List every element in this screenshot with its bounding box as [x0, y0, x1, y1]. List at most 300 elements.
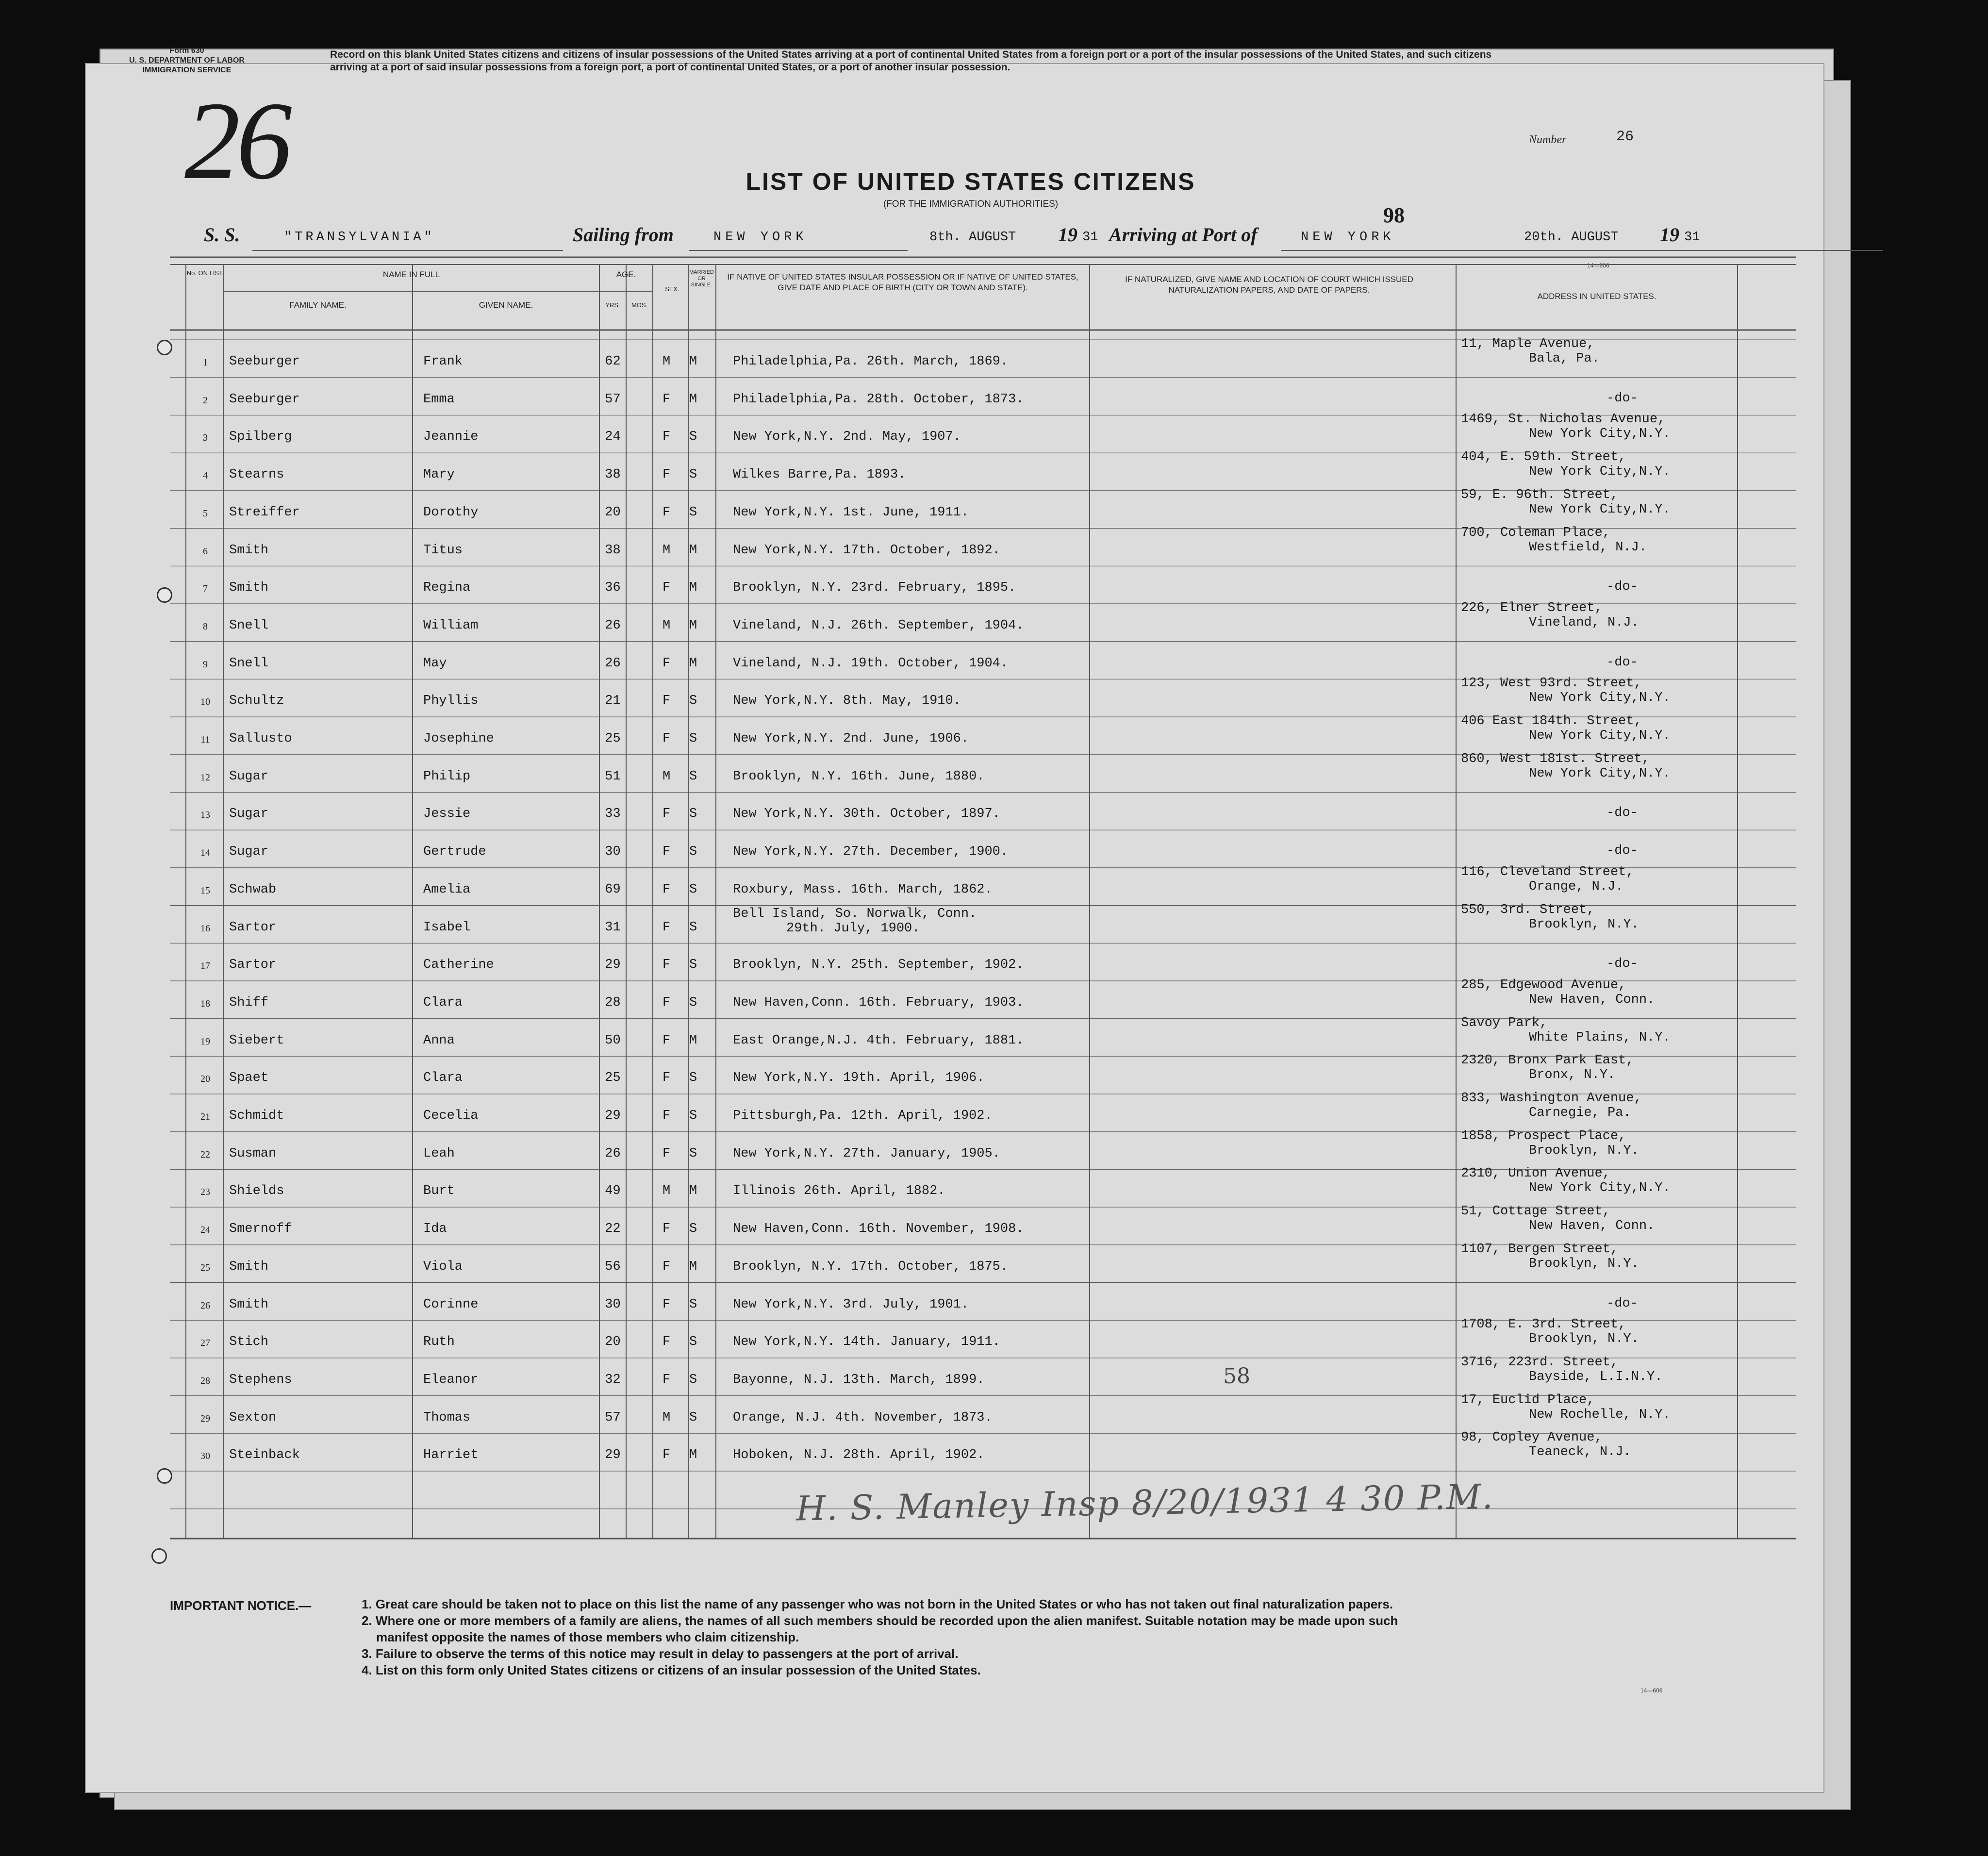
marital-status: S: [689, 731, 697, 746]
row-number: 10: [200, 696, 210, 708]
marital-status: S: [689, 1410, 697, 1425]
number-label: Number: [1529, 133, 1567, 146]
col-address: ADDRESS IN UNITED STATES.: [1537, 292, 1657, 301]
family-name: Stearns: [229, 467, 284, 482]
given-name: Catherine: [423, 958, 494, 973]
age-years: 32: [605, 1372, 621, 1387]
col-married-single: MARRIED OR SINGLE.: [689, 269, 714, 288]
sex: F: [663, 430, 671, 445]
family-name: Sugar: [229, 845, 269, 860]
marital-status: M: [689, 618, 697, 633]
form-id: Form 630: [169, 47, 204, 55]
notice-item-2: 2. Where one or more members of a family are aliens, the names of all such members should be recorded upon the alien manifest. Suitable notation may be made upon such: [362, 1613, 1398, 1628]
given-name: Leah: [423, 1146, 455, 1161]
address-line-1: 1708, E. 3rd. Street,: [1461, 1317, 1626, 1332]
given-name: Ruth: [423, 1335, 455, 1350]
arriving-year: 31: [1684, 230, 1700, 245]
sex: F: [663, 656, 671, 671]
sex: M: [663, 354, 671, 369]
row-number: 30: [200, 1451, 210, 1462]
birthplace: Brooklyn, N.Y. 23rd. February, 1895.: [733, 580, 1016, 596]
address-line-2: Westfield, N.J.: [1529, 540, 1647, 555]
address-line-2: New York City,N.Y.: [1529, 691, 1671, 706]
address-line-1: 17, Euclid Place,: [1461, 1392, 1595, 1408]
given-name: Jessie: [423, 807, 471, 822]
birthplace: New Haven,Conn. 16th. November, 1908.: [733, 1222, 1024, 1237]
marital-status: S: [689, 1071, 697, 1086]
marital-status: S: [689, 995, 697, 1010]
family-name: Seeburger: [229, 354, 300, 369]
given-name: Emma: [423, 392, 455, 407]
row-number: 12: [200, 772, 210, 783]
address-ditto: -do-: [1607, 580, 1638, 595]
address-line-1: 1107, Bergen Street,: [1461, 1242, 1619, 1257]
print-code-bottom: 14—606: [1640, 1687, 1663, 1694]
address-line-2: New York City,N.Y.: [1529, 464, 1671, 480]
row-number: 21: [200, 1111, 210, 1122]
family-name: Spilberg: [229, 430, 292, 445]
address-line-1: 1469, St. Nicholas Avenue,: [1461, 412, 1666, 427]
row-number: 19: [200, 1036, 210, 1047]
age-years: 26: [605, 1146, 621, 1161]
sex: M: [663, 769, 671, 784]
sailing-date: 8th. AUGUST: [929, 230, 1016, 245]
address-line-1: 1858, Prospect Place,: [1461, 1128, 1626, 1143]
marital-status: S: [689, 1335, 697, 1350]
address-line-1: 860, West 181st. Street,: [1461, 751, 1650, 766]
address-line-2: New York City,N.Y.: [1529, 502, 1671, 517]
given-name: Eleanor: [423, 1372, 479, 1387]
notice-item-4: 4. List on this form only United States citizens or citizens of an insular possession of the United States.: [362, 1663, 981, 1677]
family-name: Snell: [229, 656, 269, 671]
address-line-1: 406 East 184th. Street,: [1461, 714, 1642, 729]
birthplace: Hoboken, N.J. 28th. April, 1902.: [733, 1448, 985, 1463]
sex: F: [663, 920, 671, 935]
given-name: Isabel: [423, 920, 471, 935]
family-name: Smith: [229, 543, 269, 558]
punch-hole: [157, 340, 172, 355]
row-number: 13: [200, 810, 210, 821]
birthplace-line-1: Bell Island, So. Norwalk, Conn.: [733, 906, 977, 921]
page-subtitle: (FOR THE IMMIGRATION AUTHORITIES): [883, 199, 1059, 209]
marital-status: M: [689, 1033, 697, 1048]
row-number: 18: [200, 998, 210, 1009]
address-line-1: 700, Coleman Place,: [1461, 525, 1610, 540]
age-years: 49: [605, 1184, 621, 1199]
sex: F: [663, 505, 671, 520]
address-line-2: Bronx, N.Y.: [1529, 1068, 1616, 1083]
marital-status: S: [689, 1297, 697, 1312]
sex: M: [663, 1184, 671, 1199]
birthplace: New York,N.Y. 17th. October, 1892.: [733, 543, 1000, 558]
notice-item-2-cont: manifest opposite the names of those members who claim citizenship.: [376, 1630, 799, 1644]
family-name: Siebert: [229, 1033, 284, 1048]
address-line-1: 3716, 223rd. Street,: [1461, 1355, 1619, 1370]
address-line-1: 2310, Union Avenue,: [1461, 1166, 1610, 1181]
address-line-2: Brooklyn, N.Y.: [1529, 1332, 1639, 1347]
family-name: Smith: [229, 1259, 269, 1274]
age-years: 28: [605, 995, 621, 1010]
age-years: 57: [605, 392, 621, 407]
given-name: Corinne: [423, 1297, 479, 1312]
sex: F: [663, 1146, 671, 1161]
address-line-1: 51, Cottage Street,: [1461, 1204, 1610, 1219]
address-line-2: Bala, Pa.: [1529, 351, 1600, 366]
birthplace: Philadelphia,Pa. 28th. October, 1873.: [733, 392, 1024, 407]
marital-status: M: [689, 1184, 697, 1199]
notice-lead: IMPORTANT NOTICE.—: [170, 1598, 312, 1613]
family-name: Stephens: [229, 1372, 292, 1387]
sex: F: [663, 694, 671, 709]
sex: M: [663, 1410, 671, 1425]
family-name: Smernoff: [229, 1222, 292, 1237]
address-line-1: 11, Maple Avenue,: [1461, 337, 1595, 351]
department: U. S. DEPARTMENT OF LABOR: [129, 56, 245, 65]
given-name: Amelia: [423, 882, 471, 897]
address-line-1: 116, Cleveland Street,: [1461, 864, 1634, 879]
birthplace: New York,N.Y. 27th. January, 1905.: [733, 1146, 1000, 1161]
age-years: 21: [605, 694, 621, 709]
age-years: 20: [605, 1335, 621, 1350]
family-name: Steinback: [229, 1448, 300, 1463]
marital-status: M: [689, 1448, 697, 1463]
age-years: 24: [605, 430, 621, 445]
given-name: Mary: [423, 467, 455, 482]
sex: F: [663, 995, 671, 1010]
address-line-2: Brooklyn, N.Y.: [1529, 917, 1639, 932]
sex: F: [663, 580, 671, 596]
given-name: Regina: [423, 580, 471, 596]
sailing-label: Sailing from: [573, 224, 674, 246]
ship-label: S. S.: [204, 224, 240, 246]
col-birthplace: IF NATIVE OF UNITED STATES INSULAR POSSESSION OR IF NATIVE OF UNITED STATES, GIVE DATE AND PLACE OF BIRTH (CITY OR TOWN AND STATE).: [727, 272, 1078, 292]
age-years: 33: [605, 807, 621, 822]
marital-status: S: [689, 769, 697, 784]
page-title: LIST OF UNITED STATES CITIZENS: [746, 168, 1196, 195]
col-no: No. ON LIST.: [186, 269, 224, 277]
stamp-number: 58: [1223, 1364, 1250, 1389]
birthplace-line-2: 29th. July, 1900.: [786, 921, 920, 936]
number-value: 26: [1616, 129, 1634, 145]
marital-status: M: [689, 354, 697, 369]
notice-item-3: 3. Failure to observe the terms of this notice may result in delay to passengers at the port of arrival.: [362, 1646, 959, 1661]
address-line-2: Teaneck, N.J.: [1529, 1445, 1631, 1460]
birthplace: Pittsburgh,Pa. 12th. April, 1902.: [733, 1109, 993, 1123]
row-number: 3: [203, 432, 208, 444]
family-name: Susman: [229, 1146, 277, 1161]
ship-name: "TRANSYLVANIA": [284, 230, 435, 245]
birthplace: New York,N.Y. 27th. December, 1900.: [733, 845, 1009, 860]
address-line-2: Bayside, L.I.N.Y.: [1529, 1369, 1663, 1384]
age-years: 22: [605, 1222, 621, 1237]
marital-status: S: [689, 845, 697, 860]
sex: F: [663, 467, 671, 482]
col-mos: MOS.: [631, 301, 648, 309]
inspector-signature: H. S. Manley Insp 8/20/1931 4 30 P.M.: [795, 1476, 1494, 1529]
row-number: 27: [200, 1338, 210, 1349]
address-line-2: New York City,N.Y.: [1529, 427, 1671, 442]
arriving-port: NEW YORK: [1301, 230, 1395, 245]
family-name: Snell: [229, 618, 269, 633]
record-instructions: Record on this blank United States citizens and citizens of insular possessions of the United States arriving at a port of continental United States from a foreign port or a port of the insular possessions of the United States, and such citizens arriving at a port of said insular possessions from a foreign port, a port of continental United States, or a port of another insular possession.: [330, 49, 1492, 73]
row-number: 11: [200, 734, 210, 745]
address-line-2: New Haven, Conn.: [1529, 1219, 1655, 1234]
given-name: Titus: [423, 543, 463, 558]
marital-status: S: [689, 958, 697, 973]
age-years: 36: [605, 580, 621, 596]
punch-hole: [157, 587, 172, 603]
age-years: 26: [605, 656, 621, 671]
birthplace: Wilkes Barre,Pa. 1893.: [733, 467, 906, 482]
given-name: Philip: [423, 769, 471, 784]
marital-status: S: [689, 505, 697, 520]
address-line-2: Carnegie, Pa.: [1529, 1106, 1631, 1120]
family-name: Sugar: [229, 769, 269, 784]
list-number-handwritten: 26: [184, 79, 288, 202]
birthplace: New York,N.Y. 3rd. July, 1901.: [733, 1297, 969, 1312]
address-line-1: 123, West 93rd. Street,: [1461, 676, 1642, 691]
age-years: 20: [605, 505, 621, 520]
row-number: 28: [200, 1375, 210, 1386]
family-name: Stich: [229, 1335, 269, 1350]
sex: F: [663, 392, 671, 407]
birthplace: Vineland, N.J. 19th. October, 1904.: [733, 656, 1009, 671]
marital-status: M: [689, 543, 697, 558]
notice-item-1: 1. Great care should be taken not to place on this list the name of any passenger who was not born in the United States or who has not taken out final naturalization papers.: [362, 1597, 1393, 1611]
sex: F: [663, 1448, 671, 1463]
age-years: 25: [605, 731, 621, 746]
col-naturalization: IF NATURALIZED, GIVE NAME AND LOCATION OF COURT WHICH ISSUED NATURALIZATION PAPERS, AND DATE OF PAPERS.: [1125, 275, 1413, 295]
family-name: Sugar: [229, 807, 269, 822]
age-years: 29: [605, 1109, 621, 1123]
family-name: Seeburger: [229, 392, 300, 407]
address-ditto: -do-: [1607, 806, 1638, 821]
age-years: 62: [605, 354, 621, 369]
service: IMMIGRATION SERVICE: [142, 66, 232, 74]
given-name: William: [423, 618, 479, 633]
age-years: 30: [605, 1297, 621, 1312]
birthplace: Orange, N.J. 4th. November, 1873.: [733, 1410, 993, 1425]
marital-status: S: [689, 920, 697, 935]
address-line-1: 285, Edgewood Avenue,: [1461, 978, 1626, 993]
address-line-1: 59, E. 96th. Street,: [1461, 487, 1619, 502]
given-name: Burt: [423, 1184, 455, 1199]
address-line-2: Vineland, N.J.: [1529, 615, 1639, 630]
address-line-1: 404, E. 59th. Street,: [1461, 450, 1626, 465]
sex: F: [663, 882, 671, 897]
sex: F: [663, 845, 671, 860]
given-name: May: [423, 656, 447, 671]
row-number: 20: [200, 1074, 210, 1085]
sailing-year-prefix: 19: [1058, 224, 1077, 246]
birthplace: Vineland, N.J. 26th. September, 1904.: [733, 618, 1024, 633]
family-name: Sartor: [229, 920, 277, 935]
address-line-1: 833, Washington Avenue,: [1461, 1091, 1642, 1106]
marital-status: S: [689, 1109, 697, 1123]
sex: F: [663, 1259, 671, 1274]
birthplace: Brooklyn, N.Y. 16th. June, 1880.: [733, 769, 985, 784]
row-number: 6: [203, 546, 208, 557]
birthplace: Brooklyn, N.Y. 17th. October, 1875.: [733, 1259, 1009, 1274]
address-line-2: New York City,N.Y.: [1529, 1181, 1671, 1196]
birthplace: New York,N.Y. 14th. January, 1911.: [733, 1335, 1000, 1350]
address-line-2: New York City,N.Y.: [1529, 729, 1671, 743]
row-number: 26: [200, 1300, 210, 1311]
marital-status: M: [689, 392, 697, 407]
address-ditto: -do-: [1607, 957, 1638, 972]
sex: F: [663, 1109, 671, 1123]
row-number: 14: [200, 847, 210, 859]
address-line-1: 226, Elner Street,: [1461, 600, 1603, 615]
sex: F: [663, 1372, 671, 1387]
address-line-2: White Plains, N.Y.: [1529, 1030, 1671, 1045]
marital-status: S: [689, 882, 697, 897]
marital-status: S: [689, 1146, 697, 1161]
col-name-in-full: NAME IN FULL: [382, 270, 440, 279]
col-given-name: GIVEN NAME.: [479, 300, 533, 310]
row-number: 1: [203, 357, 208, 368]
birthplace: New York,N.Y. 1st. June, 1911.: [733, 505, 969, 520]
address-line-1: 550, 3rd. Street,: [1461, 902, 1595, 917]
given-name: Cecelia: [423, 1109, 479, 1123]
family-name: Sartor: [229, 958, 277, 973]
birthplace: New York,N.Y. 2nd. May, 1907.: [733, 430, 961, 445]
given-name: Phyllis: [423, 694, 479, 709]
address-ditto: -do-: [1607, 844, 1638, 859]
given-name: Gertrude: [423, 845, 486, 860]
arriving-date: 20th. AUGUST: [1524, 230, 1619, 245]
family-name: Smith: [229, 580, 269, 596]
row-number: 24: [200, 1225, 210, 1236]
age-years: 31: [605, 920, 621, 935]
col-yrs: YRS.: [605, 301, 620, 309]
address-line-2: New Haven, Conn.: [1529, 992, 1655, 1007]
family-name: Shiff: [229, 995, 269, 1010]
arriving-label: Arriving at Port of: [1109, 224, 1258, 246]
birthplace: Roxbury, Mass. 16th. March, 1862.: [733, 882, 993, 897]
given-name: Viola: [423, 1259, 463, 1274]
family-name: Schmidt: [229, 1109, 284, 1123]
row-number: 5: [203, 508, 208, 519]
sex: F: [663, 1033, 671, 1048]
sailing-port: NEW YORK: [713, 230, 808, 245]
col-sex: SEX.: [665, 285, 679, 293]
sex: M: [663, 543, 671, 558]
sex: F: [663, 731, 671, 746]
marital-status: S: [689, 1222, 697, 1237]
address-line-2: Orange, N.J.: [1529, 879, 1624, 894]
marital-status: S: [689, 467, 697, 482]
row-number: 16: [200, 923, 210, 934]
address-line-2: New Rochelle, N.Y.: [1529, 1407, 1671, 1422]
marital-status: S: [689, 430, 697, 445]
age-years: 51: [605, 769, 621, 784]
print-code-top: 14—606: [1587, 262, 1609, 269]
row-number: 22: [200, 1149, 210, 1160]
birthplace: New Haven,Conn. 16th. February, 1903.: [733, 995, 1024, 1010]
sex: F: [663, 807, 671, 822]
sailing-year: 31: [1082, 230, 1098, 245]
sex: F: [663, 1297, 671, 1312]
row-number: 8: [203, 621, 208, 632]
given-name: Dorothy: [423, 505, 479, 520]
family-name: Sexton: [229, 1410, 277, 1425]
given-name: Frank: [423, 354, 463, 369]
given-name: Josephine: [423, 731, 494, 746]
age-years: 69: [605, 882, 621, 897]
age-years: 56: [605, 1259, 621, 1274]
birthplace: Bayonne, N.J. 13th. March, 1899.: [733, 1372, 985, 1387]
given-name: Clara: [423, 1071, 463, 1086]
address-line-2: New York City,N.Y.: [1529, 766, 1671, 781]
age-years: 57: [605, 1410, 621, 1425]
age-years: 50: [605, 1033, 621, 1048]
page-reference: 98: [1383, 203, 1405, 227]
address-line-2: Brooklyn, N.Y.: [1529, 1143, 1639, 1158]
family-name: Schwab: [229, 882, 277, 897]
row-number: 2: [203, 395, 208, 406]
sex: F: [663, 958, 671, 973]
family-name: Smith: [229, 1297, 269, 1312]
row-number: 25: [200, 1262, 210, 1273]
punch-hole: [157, 1468, 172, 1484]
sex: M: [663, 618, 671, 633]
row-number: 7: [203, 583, 208, 595]
birthplace: New York,N.Y. 2nd. June, 1906.: [733, 731, 969, 746]
row-number: 17: [200, 961, 210, 972]
age-years: 30: [605, 845, 621, 860]
given-name: Clara: [423, 995, 463, 1010]
sex: F: [663, 1222, 671, 1237]
punch-hole: [151, 1548, 167, 1564]
row-number: 29: [200, 1413, 210, 1424]
marital-status: M: [689, 1259, 697, 1274]
age-years: 38: [605, 543, 621, 558]
birthplace: East Orange,N.J. 4th. February, 1881.: [733, 1033, 1024, 1048]
address-line-1: 98, Copley Avenue,: [1461, 1430, 1603, 1445]
marital-status: M: [689, 580, 697, 596]
address-ditto: -do-: [1607, 391, 1638, 406]
family-name: Sallusto: [229, 731, 292, 746]
family-name: Streiffer: [229, 505, 300, 520]
address-ditto: -do-: [1607, 1296, 1638, 1311]
birthplace: New York,N.Y. 8th. May, 1910.: [733, 694, 961, 709]
arriving-year-prefix: 19: [1660, 224, 1679, 246]
family-name: Shields: [229, 1184, 284, 1199]
sex: F: [663, 1335, 671, 1350]
sex: F: [663, 1071, 671, 1086]
row-number: 23: [200, 1187, 210, 1198]
age-years: 38: [605, 467, 621, 482]
marital-status: S: [689, 807, 697, 822]
family-name: Spaet: [229, 1071, 269, 1086]
address-ditto: -do-: [1607, 655, 1638, 670]
address-line-2: Brooklyn, N.Y.: [1529, 1256, 1639, 1271]
col-age: AGE.: [616, 270, 636, 279]
birthplace: Brooklyn, N.Y. 25th. September, 1902.: [733, 958, 1024, 973]
marital-status: M: [689, 656, 697, 671]
marital-status: S: [689, 694, 697, 709]
given-name: Anna: [423, 1033, 455, 1048]
family-name: Schultz: [229, 694, 284, 709]
age-years: 29: [605, 1448, 621, 1463]
age-years: 25: [605, 1071, 621, 1086]
given-name: Jeannie: [423, 430, 479, 445]
birthplace: Illinois 26th. April, 1882.: [733, 1184, 945, 1199]
given-name: Thomas: [423, 1410, 471, 1425]
birthplace: New York,N.Y. 19th. April, 1906.: [733, 1071, 985, 1086]
address-line-1: Savoy Park,: [1461, 1015, 1548, 1030]
